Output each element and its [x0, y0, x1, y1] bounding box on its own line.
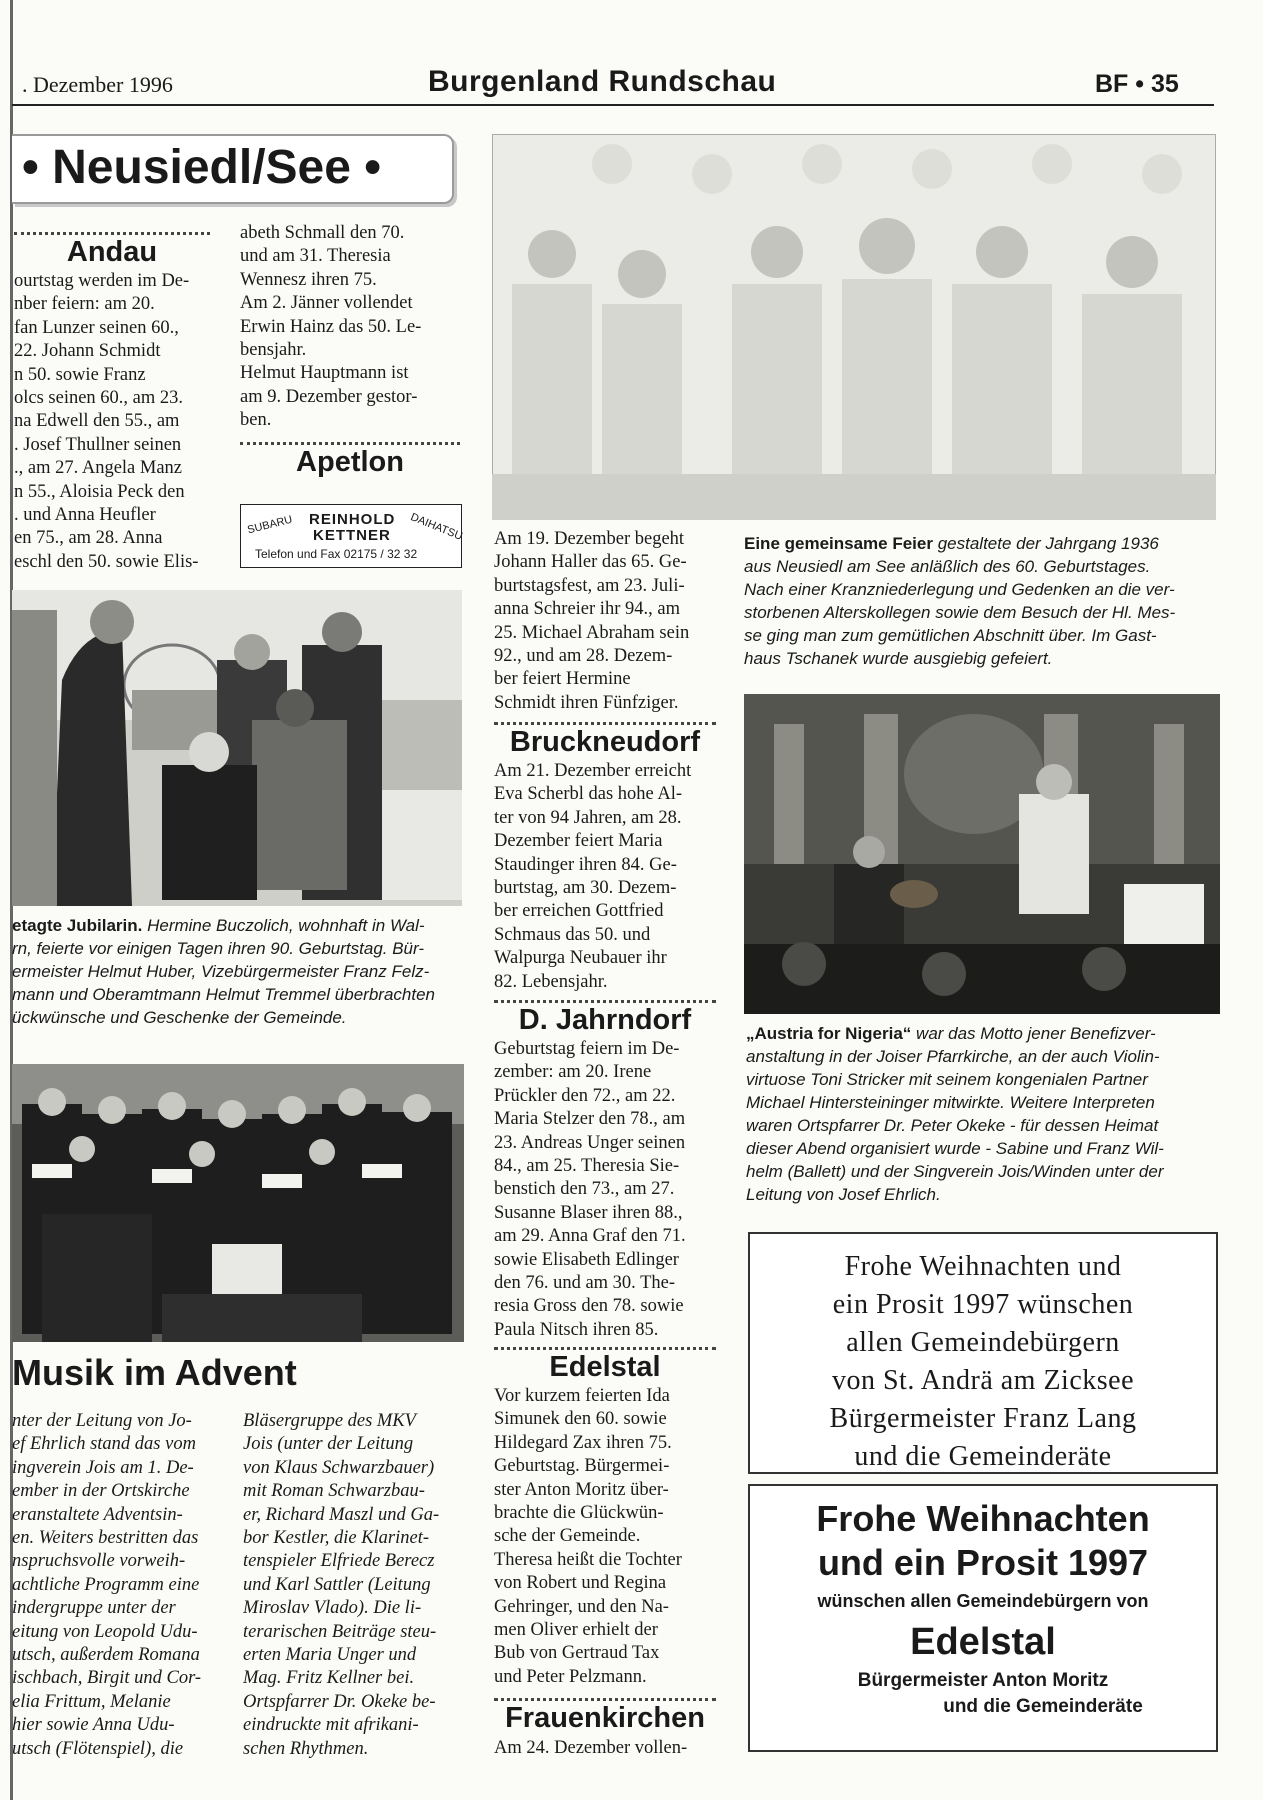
text-line: ster Anton Moritz über-: [494, 1479, 669, 1500]
text-line: Schmidt ihren Fünfziger.: [494, 692, 679, 713]
text-line: en. Weiters bestritten das: [12, 1528, 199, 1549]
text-line: nber feiern: am 20.: [14, 294, 155, 315]
text-line: resia Gross den 78. sowie: [494, 1296, 684, 1317]
section-title: • Neusiedl/See •: [22, 141, 382, 194]
text-line: indergruppe unter der: [12, 1598, 176, 1619]
ad-edelstal-line6: und die Gemeinderäte: [943, 1696, 1143, 1717]
caption-jubilarin: [12, 914, 467, 1029]
text-line: Hildegard Zax ihren 75.: [494, 1432, 672, 1453]
andau-lines: [14, 270, 210, 574]
text-line: am 29. Anna Graf den 71.: [494, 1226, 686, 1247]
text-line: und Karl Sattler (Leitung: [243, 1574, 431, 1595]
andau-cont-lines: [240, 222, 460, 433]
text-line: burtstagsfest, am 23. Juli-: [494, 575, 685, 596]
text-line: ourtstag werden im De-: [14, 271, 190, 291]
text-line: mit Roman Schwarzbau-: [243, 1481, 425, 1502]
text-line: Gehringer, und den Na-: [494, 1596, 669, 1617]
text-line: von Robert und Regina: [494, 1573, 667, 1594]
text-line: ingverein Jois am 1. De-: [12, 1457, 194, 1478]
frauen-lines: [494, 1737, 716, 1760]
ad-st-andrae: [748, 1232, 1218, 1474]
text-line: . und Anna Heufler: [14, 505, 156, 526]
text-line: n 50. sowie Franz: [14, 364, 146, 385]
ad-edelstal-line4: Edelstal: [910, 1621, 1056, 1663]
text-line: n 55., Aloisia Peck den: [14, 481, 185, 502]
caption-jubilarin-bold: etagte Jubilarin.: [12, 916, 143, 935]
text-line: ember in der Ortskirche: [12, 1481, 190, 1502]
text-line: 92., und am 28. Dezem-: [494, 646, 673, 667]
text-line: Maria Stelzer den 78., am: [494, 1109, 686, 1130]
text-line: tenspieler Elfriede Berecz: [243, 1551, 435, 1572]
ad-phone: Telefon und Fax 02175 / 32 32: [255, 547, 418, 561]
text-line: Vor kurzem feierten Ida: [494, 1386, 670, 1406]
text-line: Mag. Fritz Kellner bei.: [243, 1668, 415, 1689]
text-line: am 9. Dezember gestor-: [240, 386, 418, 407]
text-line: Staudinger ihren 84. Ge-: [494, 854, 677, 875]
article-djahrndorf: [494, 1038, 716, 1342]
divider-dots: [494, 1000, 716, 1003]
text-line: utsch (Flötenspiel), die: [12, 1738, 184, 1759]
text-line: utsch, außerdem Romana: [12, 1645, 200, 1666]
text-line: ter von 94 Jahren, am 28.: [494, 807, 682, 828]
text-line: burtstag, am 30. Dezem-: [494, 878, 677, 899]
text-line: ef Ehrlich stand das vom: [12, 1434, 196, 1455]
heading-frauenkirchen: Frauenkirchen: [505, 1702, 705, 1734]
text-line: ben.: [240, 410, 272, 431]
text-line: . Josef Thullner seinen: [14, 434, 182, 455]
greeting-line: Frohe Weihnachten und: [844, 1251, 1122, 1282]
ad-edelstal-line3: wünschen allen Gemeindebürgern von: [817, 1591, 1149, 1611]
ad-brand-left: SUBARU: [246, 513, 294, 537]
heading-musik: Musik im Advent: [12, 1352, 297, 1393]
ad-name-line1: REINHOLD: [309, 511, 396, 528]
page-number: BF • 35: [1095, 70, 1179, 98]
article-neusiedl-intro: [494, 528, 716, 715]
text-line: Susanne Blaser ihren 88.,: [494, 1202, 683, 1223]
divider-dots: [240, 442, 460, 445]
caption-nigeria: [746, 1022, 1226, 1206]
text-line: Prückler den 72., am 22.: [494, 1085, 676, 1106]
caption-feier-text: gestaltete der Jahrgang 1936 aus Neusiedl am See anläßlich des 60. Geburtstages. Nach einer Kranzniederlegung und Gedenken an die ver- storbenen Alterskollegen sowie dem Besuch der Hl. Mes- se ging man zum gemütlichen Abschnitt über. Im Gast- haus Tschanek wurde ausgiebig gefeiert.: [744, 534, 1176, 668]
text-line: Am 21. Dezember erreicht: [494, 761, 692, 781]
text-line: bensjahr.: [240, 340, 307, 361]
caption-jubilarin-text: Hermine Buczolich, wohnhaft in Wal- rn, feierte vor einigen Tagen ihren 90. Geburtstag. Bür- ermeister Helmut Huber, Vizebürgermeister Franz Felz- mann und Oberamtmann Helmut Tremmel überbrachten ückwünsche und Geschenke der Gemeinde.: [12, 916, 435, 1027]
caption-feier-bold: Eine gemeinsame Feier: [744, 534, 933, 553]
text-line: Am 2. Jänner vollendet: [240, 293, 413, 314]
text-line: eranstaltete Adventsin-: [12, 1504, 183, 1525]
divider-dots: [494, 1698, 716, 1701]
text-line: ., am 27. Angela Manz: [14, 458, 182, 479]
text-line: 82. Lebensjahr.: [494, 971, 608, 992]
text-line: Eva Scherbl das hohe Al-: [494, 784, 683, 805]
edel-lines: [494, 1385, 716, 1689]
text-line: und am 31. Theresia: [240, 246, 391, 267]
heading-apetlon: Apetlon: [296, 446, 404, 478]
greeting-line: Bürgermeister Franz Lang: [829, 1403, 1137, 1434]
text-line: Dezember feiert Maria: [494, 831, 663, 852]
ad-brand-right: DAIHATSU: [408, 511, 465, 543]
text-line: eschl den 50. sowie Elis-: [14, 551, 199, 572]
text-line: 22. Johann Schmidt: [14, 341, 161, 362]
text-line: nter der Leitung von Jo-: [12, 1411, 192, 1431]
divider-dots: [14, 232, 210, 235]
djahrn-lines: [494, 1038, 716, 1342]
heading-andau: Andau: [66, 236, 158, 268]
text-line: Bub von Gertraud Tax: [494, 1643, 660, 1664]
photo-violin: [744, 694, 1220, 1014]
ad-name-line2: KETTNER: [313, 527, 391, 544]
text-line: von Klaus Schwarzbauer): [243, 1457, 435, 1478]
caption-nigeria-bold: „Austria for Nigeria“: [746, 1024, 912, 1043]
greeting-line: von St. Andrä am Zicksee: [831, 1365, 1135, 1396]
article-frauenkirchen: [494, 1737, 716, 1760]
text-line: terarischen Beiträge steu-: [243, 1621, 437, 1642]
text-line: den 76. und am 30. The-: [494, 1273, 676, 1294]
divider-dots: [494, 1347, 716, 1350]
text-line: benstich den 73., am 27.: [494, 1179, 675, 1200]
ad-st-andrae-lines: [750, 1234, 1216, 1476]
musik-col2-lines: [243, 1410, 463, 1761]
greeting-line: und die Gemeinderäte: [854, 1441, 1112, 1472]
text-line: anna Schreier ihr 94., am: [494, 599, 680, 620]
article-andau: [14, 270, 210, 574]
text-line: eindruckte mit afrikani-: [243, 1715, 419, 1736]
text-line: en 75., am 28. Anna: [14, 528, 163, 549]
intro-lines: [494, 528, 716, 715]
newspaper-title: Burgenland Rundschau: [428, 65, 777, 98]
text-line: 23. Andreas Unger seinen: [494, 1132, 686, 1153]
text-line: Theresa heißt die Tochter: [494, 1549, 682, 1570]
text-line: ber erreichen Gottfried: [494, 901, 664, 922]
ad-edelstal-line2: und ein Prosit 1997: [817, 1542, 1149, 1583]
text-line: hier sowie Anna Udu-: [12, 1715, 175, 1736]
text-line: fan Lunzer seinen 60.,: [14, 317, 179, 338]
article-bruckneudorf: [494, 760, 716, 994]
photo-jubilarin: [12, 590, 462, 906]
text-line: achtliche Programm eine: [12, 1574, 200, 1595]
text-line: abeth Schmall den 70.: [240, 223, 405, 243]
text-line: zember: am 20. Irene: [494, 1062, 652, 1083]
ad-edelstal-line1: Frohe Weihnachten: [816, 1498, 1150, 1539]
text-line: brachte die Glückwün-: [494, 1503, 664, 1524]
text-line: Schmaus das 50. und: [494, 924, 651, 945]
text-line: men Oliver erhielt der: [494, 1620, 658, 1641]
heading-bruckneudorf: Bruckneudorf: [509, 726, 701, 758]
text-line: 84., am 25. Theresia Sie-: [494, 1156, 680, 1177]
greeting-line: allen Gemeindebürgern: [846, 1327, 1120, 1358]
heading-edelstal: Edelstal: [549, 1351, 661, 1383]
text-line: ber feiert Hermine: [494, 669, 631, 690]
article-edelstal: [494, 1385, 716, 1689]
ad-edelstal-line5: Bürgermeister Anton Moritz: [857, 1670, 1109, 1691]
text-line: sowie Elisabeth Edlinger: [494, 1249, 679, 1270]
ad-kettner: [240, 504, 465, 568]
text-line: Ortspfarrer Dr. Okeke be-: [243, 1691, 436, 1712]
divider-dots: [494, 722, 716, 725]
issue-date: . Dezember 1996: [22, 72, 173, 97]
greeting-line: ein Prosit 1997 wünschen: [832, 1289, 1134, 1320]
text-line: nspruchsvolle vorweih-: [12, 1551, 186, 1572]
text-line: Geburtstag. Bürgermei-: [494, 1456, 670, 1477]
text-line: olcs seinen 60., am 23.: [14, 388, 184, 409]
text-line: Am 19. Dezember begeht: [494, 529, 685, 549]
text-line: Walpurga Neubauer ihr: [494, 948, 667, 969]
text-line: schen Rhythmen.: [243, 1738, 369, 1759]
text-line: Wennesz ihren 75.: [240, 269, 377, 290]
text-line: Simunek den 60. sowie: [494, 1409, 667, 1430]
text-line: er, Richard Maszl und Ga-: [243, 1504, 440, 1525]
text-line: elia Frittum, Melanie: [12, 1691, 171, 1712]
text-line: Johann Haller das 65. Ge-: [494, 552, 687, 573]
text-line: Bläsergruppe des MKV: [243, 1411, 416, 1431]
text-line: na Edwell den 55., am: [14, 411, 180, 432]
photo-jahrgang: [492, 134, 1216, 520]
text-line: Helmut Hauptmann ist: [240, 363, 409, 384]
text-line: und Peter Pelzmann.: [494, 1666, 647, 1687]
text-line: Am 24. Dezember vollen-: [494, 1738, 688, 1758]
text-line: 25. Michael Abraham sein: [494, 622, 690, 643]
text-line: sche der Gemeinde.: [494, 1526, 641, 1547]
header-rule: [12, 104, 1214, 106]
caption-nigeria-text: war das Motto jener Benefizver- anstaltung in der Joiser Pfarrkirche, an der auch Violin- virtuose Toni Stricker mit seinem kongenialen Partner Michael Hintersteininger mitwirkte. Weitere Interpreten waren Ortspfarrer Dr. Peter Okeke - für dessen Heimat dieser Abend organisiert wurde - Sabine und Franz Wil- helm (Ballett) und der Singverein Jois/Winden unter der Leitung von Josef Ehrlich.: [746, 1024, 1164, 1204]
text-line: eitung von Leopold Udu-: [12, 1621, 198, 1642]
photo-choir: [12, 1064, 464, 1342]
article-andau-cont: [240, 222, 460, 433]
article-musik-col1: [12, 1410, 212, 1761]
text-line: Jois (unter der Leitung: [243, 1434, 414, 1455]
text-line: bor Kestler, die Klarinet-: [243, 1528, 430, 1549]
text-line: Paula Nitsch ihren 85.: [494, 1319, 659, 1340]
article-musik-col2: [243, 1410, 463, 1761]
caption-feier: [744, 532, 1224, 670]
text-line: erten Maria Unger und: [243, 1645, 417, 1666]
text-line: Geburtstag feiern im De-: [494, 1039, 680, 1059]
musik-col1-lines: [12, 1410, 212, 1761]
bruck-lines: [494, 760, 716, 994]
heading-djahrndorf: D. Jahrndorf: [518, 1004, 692, 1036]
text-line: ischbach, Birgit und Cor-: [12, 1668, 202, 1689]
ad-edelstal: [748, 1484, 1218, 1752]
text-line: Miroslav Vlado). Die li-: [243, 1598, 422, 1619]
text-line: Erwin Hainz das 50. Le-: [240, 316, 422, 337]
